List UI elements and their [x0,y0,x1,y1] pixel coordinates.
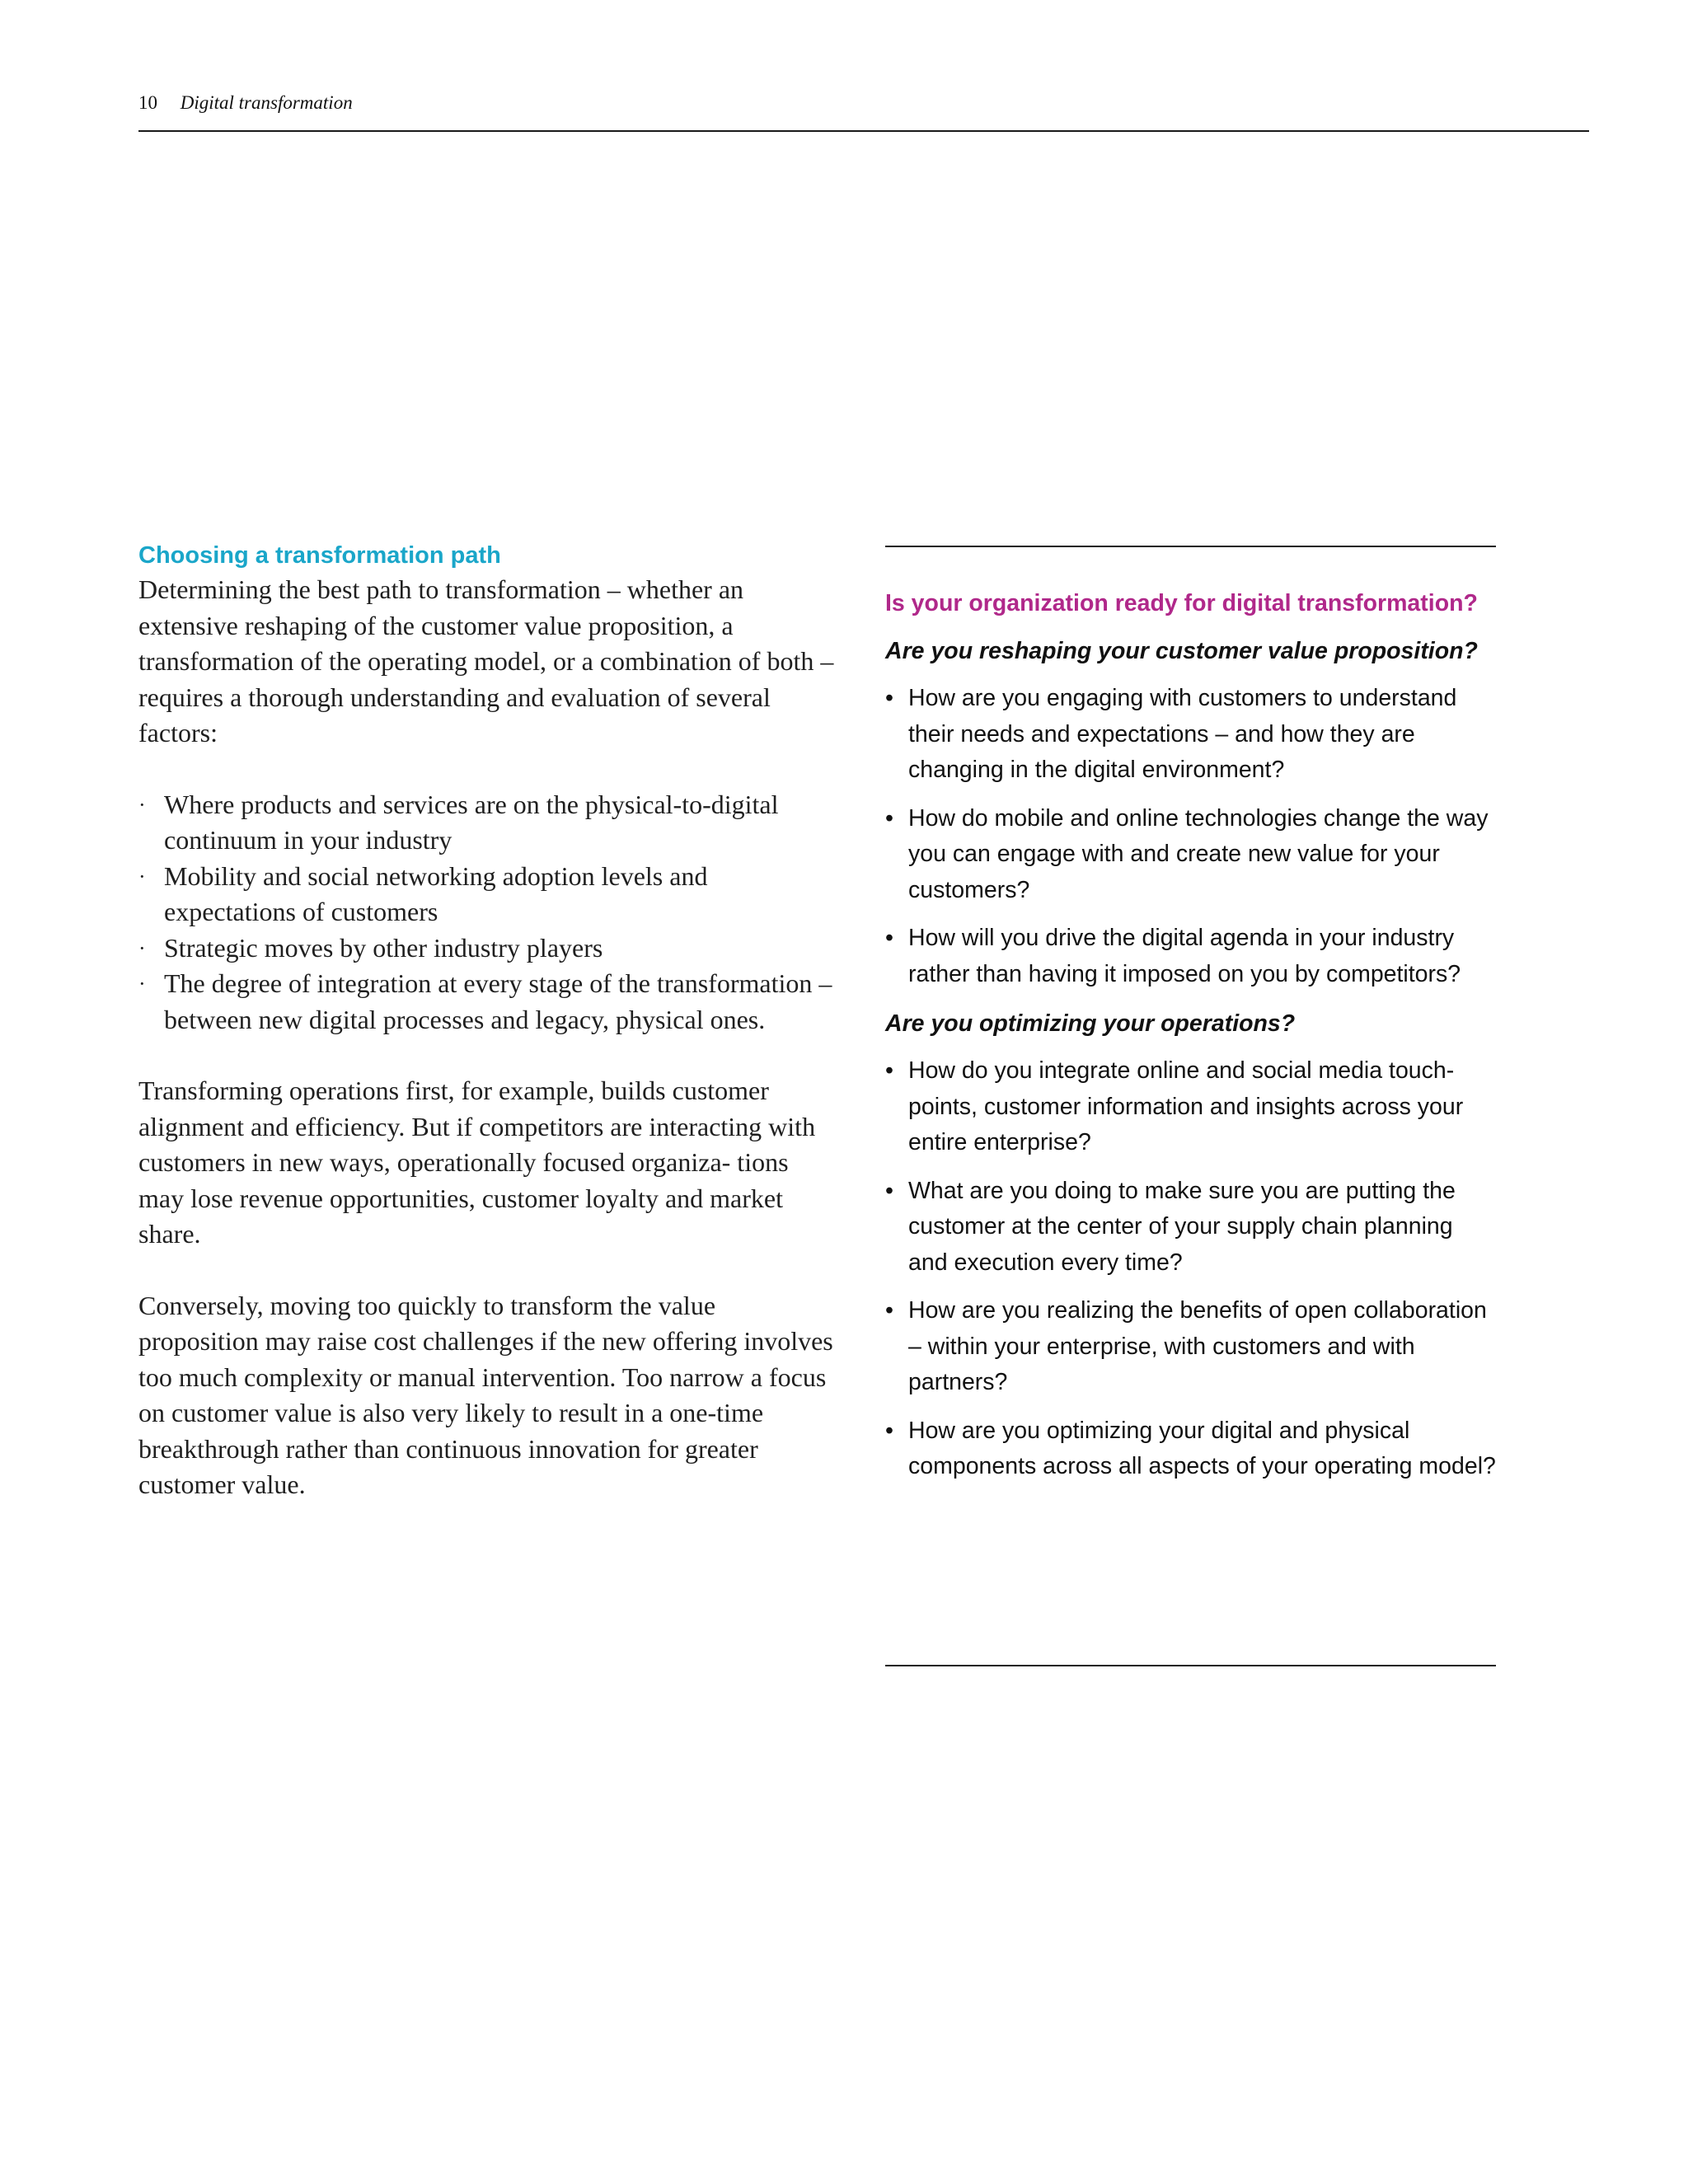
bullet-dot-icon: · [138,972,146,996]
sidebar-bottom-divider [885,1665,1496,1666]
readiness-sidebar [885,587,1496,1497]
list-item-text: Mobility and social networking adoption levels and expectations of customers [164,860,708,926]
bullet-dot-icon: · [138,935,146,960]
question-list [885,681,1496,992]
header-divider [138,130,1589,132]
list-item [138,930,839,967]
bullet-dot-icon: · [138,864,146,888]
main-column [138,539,839,1503]
bullet-dot-icon: • [885,685,893,711]
question-item [885,921,1496,992]
question-list [885,1053,1496,1485]
bullet-dot-icon: • [885,1297,893,1324]
page-number: 10 [138,92,157,113]
question-item [885,1174,1496,1282]
question-text: How will you drive the digital agenda in your industry rather than having it imposed on you by competitors? [908,925,1461,987]
list-item [138,859,839,930]
question-item [885,801,1496,909]
question-item [885,1053,1496,1161]
list-item [138,966,839,1038]
bullet-dot-icon: • [885,925,893,951]
sidebar-heading: Is your organization ready for digital transformation? [885,590,1478,616]
body-paragraph: Conversely, moving too quickly to transform the value proposition may raise cost challenges if the new offering involves too much complexity or manual intervention. Too narrow a focus on customer value is also very likely to result in a one-time breakthrough rather than continuous innovation for greater customer value. [138,1290,833,1499]
section-heading: Choosing a transformation path [138,542,501,569]
list-item-text: Strategic moves by other industry players [164,932,603,963]
bullet-dot-icon: • [885,1177,893,1204]
body-paragraph: Transforming operations first, for example, builds customer alignment and efficiency. But if competitors are interacting with customers in new ways, operationally focused organiza- tions may lose revenue opportunities, customer loyalty and market share. [138,1076,816,1249]
list-item [138,787,839,859]
question-text: How are you realizing the benefits of open collaboration – within your enterprise, with customers and with partners? [908,1297,1487,1395]
running-header [138,92,353,114]
bullet-dot-icon: • [885,1057,893,1084]
question-text: How do you integrate online and social media touch-points, customer information and insights across your entire enterprise? [908,1057,1464,1155]
list-item-text: Where products and services are on the physical-to-digital continuum in your industry [164,789,779,855]
running-title: Digital transformation [180,92,353,113]
bullet-dot-icon: • [885,804,893,832]
question-item [885,681,1496,789]
question-text: What are you doing to make sure you are putting the customer at the center of your supply chain planning and execution every time? [908,1177,1456,1276]
question-subheading: Are you reshaping your customer value proposition? [885,638,1478,664]
question-subheading: Are you optimizing your operations? [885,1010,1296,1037]
bullet-dot-icon: • [885,1417,893,1444]
intro-paragraph: Determining the best path to transformation – whether an extensive reshaping of the customer value proposition, a transformation of the operating model, or a combination of both – requires a thorough understanding and evaluation of several factors: [138,574,834,748]
question-item [885,1293,1496,1401]
list-item-text: The degree of integration at every stage of the transformation – between new digital processes and legacy, physical ones. [164,968,832,1034]
sidebar-top-divider [885,546,1496,547]
factor-list [138,787,839,1038]
question-text: How are you engaging with customers to understand their needs and expectations – and how they are changing in the digital environment? [908,685,1457,783]
question-text: How do mobile and online technologies change the way you can engage with and create new value for your customers? [908,804,1489,903]
bullet-dot-icon: · [138,792,146,817]
question-item [885,1413,1496,1485]
question-text: How are you optimizing your digital and physical components across all aspects of your operating model? [908,1417,1496,1479]
